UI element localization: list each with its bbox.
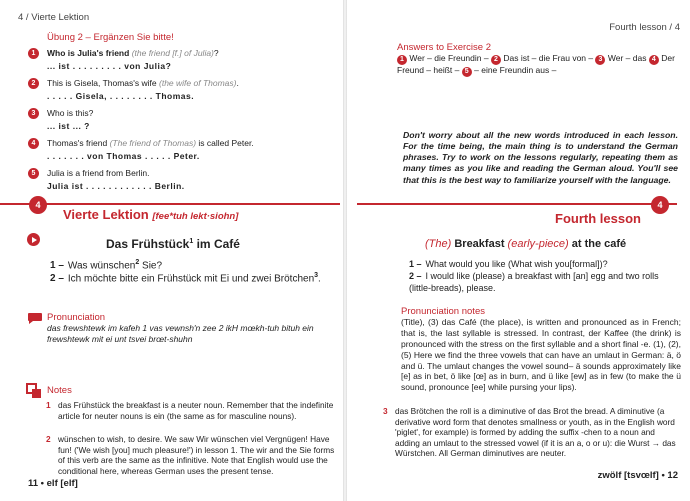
notes-title: Notes [47,385,72,396]
exercise-question-end: . [236,78,239,88]
item-number: 1 [28,48,39,59]
exercise-gloss: (the friend [f.] of Julia) [131,48,214,58]
line-number: 2 – [409,271,422,281]
right-page [345,0,690,501]
exercise-title: Übung 2 – Ergänzen Sie bitte! [47,32,174,43]
dialogue-end: Sie? [139,260,163,272]
item-number: 5 [28,168,39,179]
dialogue-end: . [318,273,321,285]
dialogue-title-end: im Café [193,237,240,251]
exercise-blank: ... ist ... ? [47,121,90,131]
note-text: wünschen to wish, to desire. We saw Wir wünschen viel Vergnügen! Have fun! ('We wish [you] much pleasure!') in lesson 1. The wir and the Sie forms of this verb are the same as the infinitive. Note that English would use the conditional here, whereas German uses the present tense. [58,434,335,476]
note-ref: 3 [314,272,319,279]
exercise-question: This is Gisela, Thomas's wife [47,78,157,88]
answer-text: – eine Freundin aus – [474,65,557,75]
lesson-rule [0,203,340,205]
dialogue-title [106,237,240,252]
exercise-blank: . . . . . . . von Thomas . . . . . Peter. [47,151,200,161]
dialogue-title [425,237,626,251]
lesson-number-badge: 4 [29,196,47,214]
dialogue-gloss: (early-piece) [507,238,569,250]
lesson-rule [357,203,677,205]
note-text: das Brötchen the roll is a diminutive of das Brot the bread. A diminutive (a derivative word form that denotes smallness or youth, as in the English word 'piglet', for example) is formed by adding the suffix -chen to a noun and adding an umlaut to the stressed vowel (if it is an a, o or u): die Wurst → das Würstchen. All German diminutives are neuter. [395,406,676,459]
note-ref: 1 [189,238,194,245]
line-number: 1 – [50,260,64,272]
exercise-question: Thomas's friend [47,138,108,148]
answer-number: 5 [462,67,472,77]
answer-text: Der Freund – heißt – [397,53,675,75]
dialogue-line-1 [409,259,679,271]
exercise-blank: Julia ist . . . . . . . . . . . . Berlin. [47,181,185,191]
item-number: 2 [28,78,39,89]
dialogue-gloss: (The) [425,238,452,250]
line-number: 1 – [409,259,422,269]
note-2 [46,434,343,476]
pronunciation-title: Pronunciation [47,312,106,323]
item-number: 4 [28,138,39,149]
answer-text: Wer – die Freundin – [409,53,489,63]
answer-number: 4 [649,55,659,65]
dialogue-text: Ich möchte bitte ein Frühstück mit Ei und zwei Brötchen [67,273,315,285]
note-ref: 2 [135,259,140,266]
note-number: 2 [46,434,51,444]
answer-number: 1 [397,55,407,65]
exercise-item-2 [28,78,318,102]
note-text: das Frühstück the breakfast is a neuter noun. Remember that the indefinite article for neuter nouns is ein (the same as for masculine nouns). [58,400,334,421]
exercise-question: Julia is a friend from Berlin. [47,168,150,178]
audio-play-icon[interactable] [27,233,40,246]
exercise-question: Who is Julia's friend [47,48,130,58]
answers-list [397,53,677,77]
dialogue-title-text: Breakfast [454,238,505,250]
lesson-phonetic: [fee*tuh lekt·siohn] [152,211,239,222]
exercise-gloss: (the wife of Thomas) [159,78,237,88]
dialogue-title-text: Das Frühstück [106,237,190,251]
exercise-blank: . . . . . Gisela, . . . . . . . . Thomas. [47,91,195,101]
exercise-item-4 [28,138,318,162]
exercise-question-end: is called Peter. [196,138,254,148]
dialogue-title-end: at the café [571,238,627,250]
answer-text: Wer – das [607,53,647,63]
dialogue-line-2 [50,272,340,286]
answers-title: Answers to Exercise 2 [397,42,491,53]
left-folio: 11 • elf [elf] [28,478,78,489]
dialogue-text: What would you like (What wish you[formal])? [425,259,608,269]
answer-number: 3 [595,55,605,65]
right-folio: zwölf [tsvœlf] • 12 [597,470,678,481]
notes-icon [26,383,42,399]
answer-text: Das ist – die Frau von – [503,53,594,63]
exercise-question-end: ? [213,48,219,58]
exercise-item-3 [28,108,318,132]
dialogue-text: Was wünschen [67,260,136,272]
lesson-number-badge: 4 [651,196,669,214]
pronunciation-text: das frewshtewk im kafeh 1 vas vewnsh'n zee 2 ikH mœkh-tuh bituh ein frewshtewk mit ei unt tsvei brœt-shuhn [47,323,314,344]
exercise-blank: ... ist . . . . . . . . . von Julia? [47,61,172,71]
note-1 [46,400,343,421]
exercise-question: Who is this? [47,108,94,118]
exercise-gloss: (The friend of Thomas) [109,138,197,148]
dialogue-text: I would like (please) a breakfast with [an] egg and two rolls (little-breads), please. [409,271,659,293]
line-number: 2 – [50,273,64,285]
lesson-title [63,207,238,224]
note-3 [383,406,680,459]
lesson-title: Fourth lesson [555,211,641,226]
dialogue-line-2 [409,271,679,294]
left-running-header: 4 / Vierte Lektion [18,12,90,23]
right-running-header: Fourth lesson / 4 [609,22,680,33]
speech-bubble-icon [27,312,43,324]
item-number: 3 [28,108,39,119]
pronunciation-notes-title: Pronunciation notes [401,306,485,317]
study-advice: Don't worry about all the new words introduced in each lesson. For the time being, the main thing is to understand the German phrases. Try to work on the lessons regularly, repeating them as many times as you like and reading the German aloud. You'll see that this is the best way to familiarize yourself with the language. [403,130,678,185]
exercise-item-5 [28,168,318,192]
note-number: 3 [383,406,388,416]
dialogue-line-1 [50,259,340,273]
note-number: 1 [46,400,51,410]
answer-number: 2 [491,55,501,65]
exercise-item-1 [28,48,318,72]
lesson-title-text: Vierte Lektion [63,207,149,222]
pronunciation-notes-text: (Title), (3) das Café (the place), is written and pronounced as in French; that is, the last syllable is stressed. In contrast, der Kaffee (the drink) is pronounced with the stress on the first syllable and a short final -e. (1), (2), (5) Here we find the three vowels that can have an umlaut in German: ä, ö and ü. The umlaut changes the vowel sound– ä sounds approximately like [e] as in bet, ö like [œ] as in burn, and ü like [ew] as in few (to make the ü sound, pronounce [ee] while pursing your lips). [401,317,681,393]
